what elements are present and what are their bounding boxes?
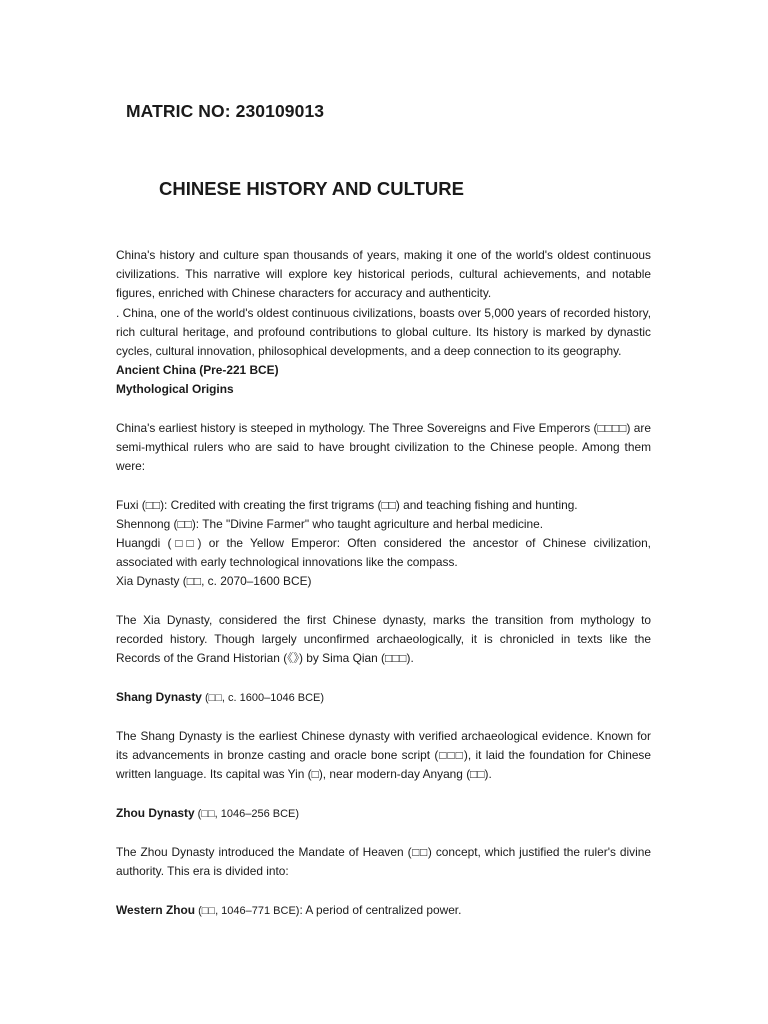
zhou-paragraph: The Zhou Dynasty introduced the Mandate of Heaven (□□) concept, which justified the ruler's divine authority. This era is divided into: [116, 845, 651, 879]
intro-paragraph: China's history and culture span thousands of years, making it one of the world's oldest continuous civilizations. This narrative will explore key historical periods, cultural achievements, and notable figures, enriched with Chinese characters for accuracy and authenticity. [116, 248, 651, 301]
spacer [116, 824, 651, 843]
spacer [116, 785, 651, 804]
matric-number: MATRIC NO: 230109013 [126, 101, 325, 121]
list-item-huangdi: Huangdi (□□) or the Yellow Emperor: Often considered the ancestor of Chinese civilization, associated with early technological innovations like the compass. [116, 536, 651, 570]
mythology-paragraph: China's earliest history is steeped in mythology. The Three Sovereigns and Five Emperors (□□□□) are semi-mythical rulers who are said to have brought civilization to the Chinese people. Among them were: [116, 420, 651, 474]
document-body [116, 246, 651, 921]
list-item-western-zhou [116, 901, 651, 921]
section-heading-ancient-china: Ancient China (Pre-221 BCE) [116, 363, 279, 378]
shang-dynasty-label: Shang Dynasty [116, 689, 202, 704]
spacer [116, 592, 651, 611]
heading-shang-dynasty [116, 688, 651, 708]
spacer [116, 476, 651, 495]
western-zhou-description: : A period of centralized power. [299, 902, 462, 917]
shang-paragraph: The Shang Dynasty is the earliest Chinese dynasty with verified archaeological evidence. Known for its advancements in bronze casting and oracle bone script (□□□), it laid the foundation for Chinese written language. Its capital was Yin (□), near modern-day Anyang (□□). [116, 729, 651, 782]
western-zhou-label: Western Zhou [116, 902, 196, 917]
zhou-dynasty-dates: (□□, 1046–256 BCE) [194, 807, 300, 820]
spacer [116, 668, 651, 687]
western-zhou-dates: (□□, 1046–771 BCE) [195, 904, 300, 917]
zhou-dynasty-label: Zhou Dynasty [116, 805, 195, 820]
spacer [116, 882, 651, 901]
xia-paragraph: The Xia Dynasty, considered the first Chinese dynasty, marks the transition from mythology to recorded history. Though largely unconfirmed archaeologically, it is chronicled in texts like the Records of the Grand Historian (《》) by Sima Qian (□□□). [116, 612, 651, 666]
shang-dynasty-dates: (□□, c. 1600–1046 BCE) [201, 691, 325, 704]
overview-paragraph: . China, one of the world's oldest continuous civilizations, boasts over 5,000 years of recorded history, rich cultural heritage, and profound contributions to global culture. Its history is marked by dynastic cycles, cultural innovation, philosophical developments, and a deep connection to its geography. [116, 305, 651, 359]
subheading-mythological-origins: Mythological Origins [116, 382, 234, 397]
spacer [116, 400, 651, 419]
heading-xia-dynasty: Xia Dynasty (□□, c. 2070–1600 BCE) [116, 574, 312, 589]
list-item-fuxi: Fuxi (□□): Credited with creating the first trigrams (□□) and teaching fishing and hunting. [116, 497, 578, 512]
list-item-shennong: Shennong (□□): The "Divine Farmer" who taught agriculture and herbal medicine. [116, 516, 544, 531]
heading-zhou-dynasty [116, 804, 651, 824]
spacer [116, 708, 651, 727]
page-title: CHINESE HISTORY AND CULTURE [159, 178, 464, 199]
